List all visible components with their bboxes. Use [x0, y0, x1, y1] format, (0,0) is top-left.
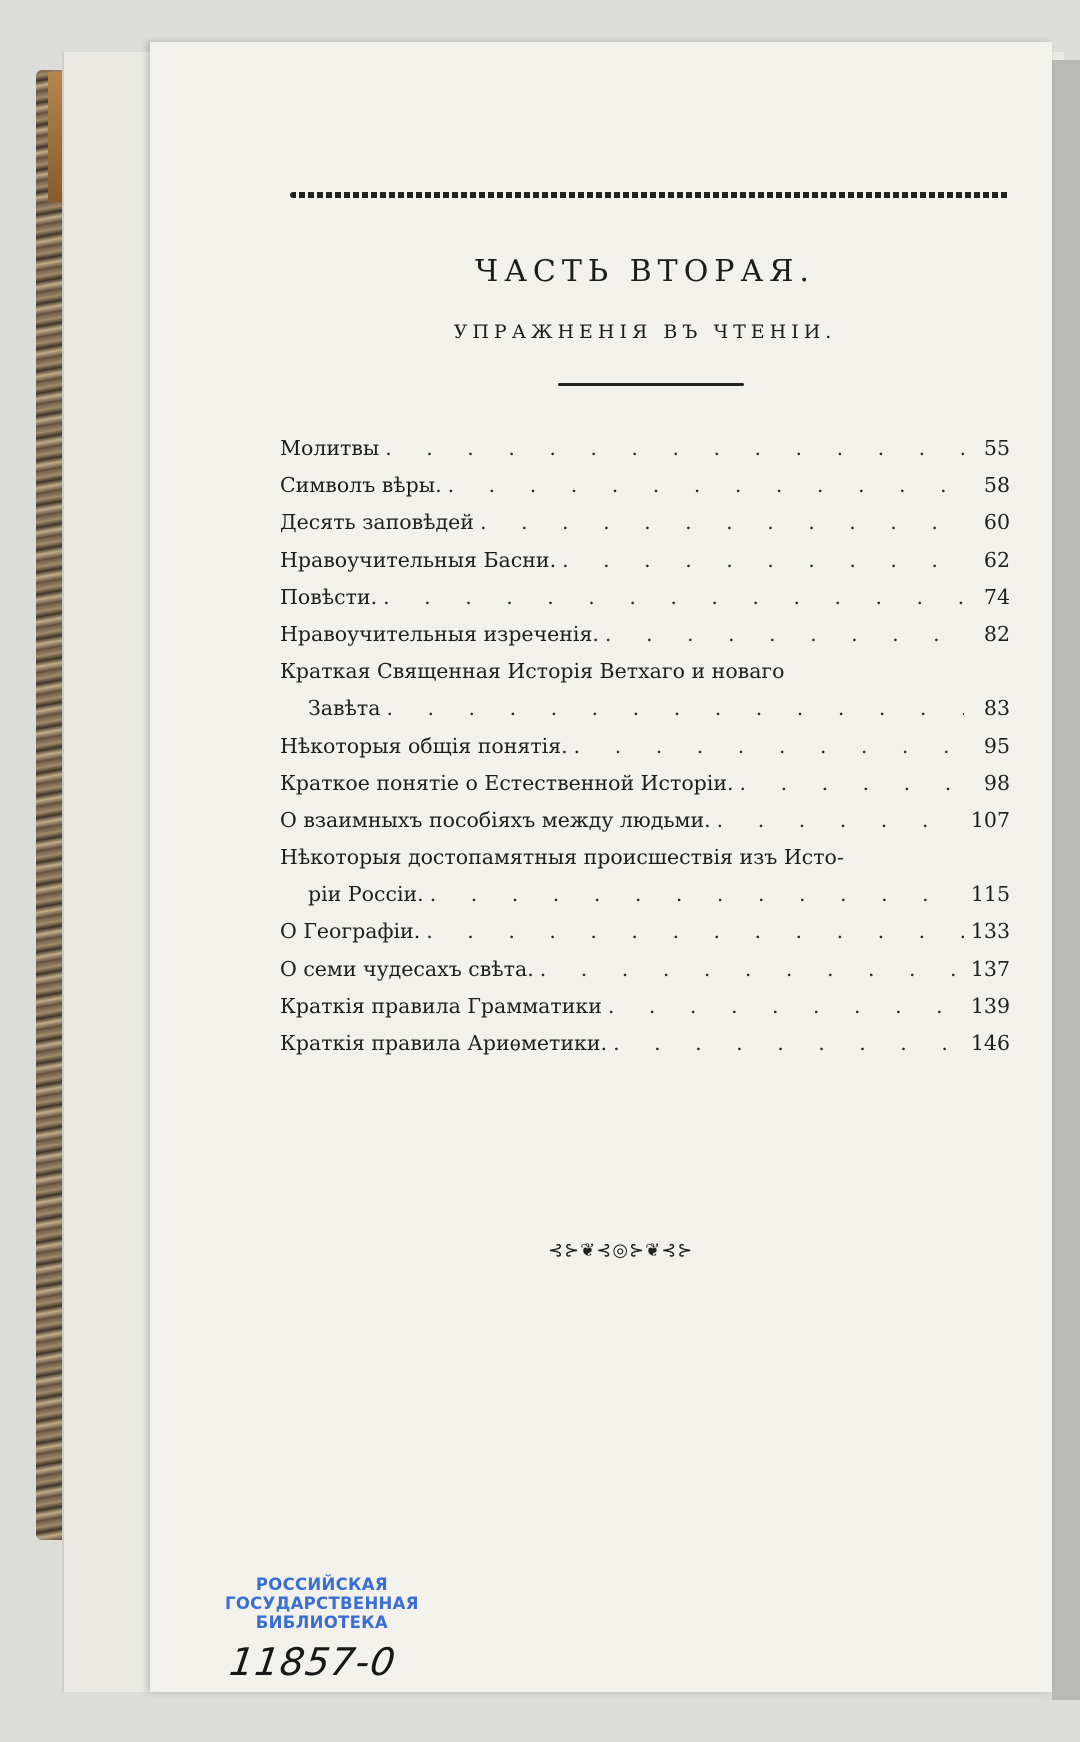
- toc-leader-dots: [386, 690, 964, 727]
- stamp-line-1: РОССИЙСКАЯ: [255, 1575, 388, 1594]
- toc-page-number: 55: [983, 436, 1010, 460]
- toc-entry: [280, 504, 1010, 541]
- part-title: ЧАСТЬ ВТОРАЯ.: [475, 254, 815, 289]
- toc-page-number: 58: [983, 473, 1010, 498]
- book-page: [150, 42, 1052, 1692]
- part-subtitle: УПРАЖНЕНІЯ ВЪ ЧТЕНІИ.: [453, 321, 837, 343]
- toc-entry: [280, 1025, 1010, 1062]
- toc-entry: [280, 839, 1010, 876]
- toc-page-number: 82: [983, 621, 1010, 646]
- toc-entry: [280, 728, 1010, 765]
- toc-leader-dots: [540, 951, 964, 988]
- toc-entry: [280, 467, 1010, 504]
- stamp-line-3: БИБЛИОТЕКА: [255, 1613, 389, 1632]
- toc-entry-title: О семи чудесахъ свѣта.: [280, 956, 534, 981]
- toc-entry: [280, 988, 1010, 1025]
- shelfmark-handwritten: 11857-0: [226, 1640, 399, 1684]
- book-right-edge: [1052, 60, 1080, 1700]
- toc-entry: [280, 430, 1010, 467]
- toc-page-number: 107: [970, 807, 1010, 832]
- toc-entry: [280, 542, 1010, 579]
- table-of-contents: [280, 430, 1010, 1062]
- toc-leader-dots: [430, 876, 964, 913]
- toc-entry-title: Символъ вѣры.: [280, 473, 442, 498]
- ornament-divider: ⊰⊱❦⊰◎⊱❦⊰⊱: [548, 1240, 694, 1261]
- toc-leader-dots: [383, 579, 964, 616]
- toc-page-number: 137: [970, 956, 1010, 981]
- toc-entry: [280, 951, 1010, 988]
- toc-entry-title: Молитвы: [280, 436, 380, 460]
- toc-page-number: 95: [983, 733, 1010, 758]
- toc-entry-title: Краткія правила Грамматики: [280, 993, 602, 1018]
- toc-entry: [280, 765, 1010, 802]
- toc-entry-title: Десять заповѣдей: [280, 510, 474, 535]
- toc-entry: [280, 802, 1010, 839]
- toc-page-number: 115: [970, 882, 1010, 907]
- toc-page-number: 139: [970, 993, 1010, 1018]
- toc-entry: [280, 653, 1010, 690]
- toc-entry-continuation: [280, 690, 1010, 727]
- toc-entry-title: Краткая Священная Исторія Ветхаго и новаго: [280, 659, 785, 684]
- toc-leader-dots: [448, 467, 964, 504]
- toc-page-number: 133: [970, 919, 1010, 944]
- short-rule: [558, 383, 744, 386]
- toc-entry-title: О Географіи.: [280, 919, 421, 944]
- toc-leader-dots: [574, 728, 964, 765]
- toc-entry-title: Нѣкоторыя общія понятія.: [280, 733, 568, 758]
- toc-page-number: 62: [983, 547, 1010, 572]
- toc-leader-dots: [480, 504, 964, 541]
- toc-page-number: 60: [983, 510, 1010, 535]
- toc-entry-title: Краткія правила Ариѳметики.: [280, 1031, 608, 1055]
- toc-entry-title: Повѣсти.: [280, 584, 378, 609]
- toc-leader-dots: [605, 616, 964, 653]
- toc-entry-title: О взаимныхъ пособіяхъ между людьми.: [280, 807, 711, 832]
- toc-entry: [280, 913, 1010, 950]
- top-dotted-rule: [290, 192, 1010, 198]
- page-content: [280, 192, 1010, 1078]
- toc-entry-title: Нѣкоторыя достопамятныя происшествія изъ Исто-: [280, 845, 844, 870]
- toc-leader-dots: [385, 430, 964, 467]
- toc-entry-title: Нравоучительныя изреченія.: [280, 621, 599, 646]
- toc-leader-dots: [613, 1025, 964, 1062]
- toc-entry-continuation: [280, 876, 1010, 913]
- toc-page-number: 74: [983, 584, 1010, 609]
- toc-entry: [280, 579, 1010, 616]
- toc-leader-dots: [717, 802, 964, 839]
- toc-entry-title-continuation: Завѣта: [308, 696, 381, 721]
- toc-leader-dots: [608, 988, 964, 1025]
- toc-page-number: 146: [970, 1031, 1010, 1055]
- toc-entry-title: Краткое понятіе о Естественной Исторіи.: [280, 770, 734, 795]
- toc-entry-title-continuation: ріи Россіи.: [308, 882, 424, 907]
- toc-leader-dots: [740, 765, 964, 802]
- toc-page-number: 83: [983, 696, 1010, 721]
- library-stamp: [225, 1575, 419, 1632]
- toc-entry: [280, 616, 1010, 653]
- toc-entry-title: Нравоучительныя Басни.: [280, 547, 557, 572]
- toc-leader-dots: [562, 542, 964, 579]
- toc-leader-dots: [426, 913, 964, 950]
- stamp-line-2: ГОСУДАРСТВЕННАЯ: [225, 1594, 419, 1613]
- toc-page-number: 98: [983, 770, 1010, 795]
